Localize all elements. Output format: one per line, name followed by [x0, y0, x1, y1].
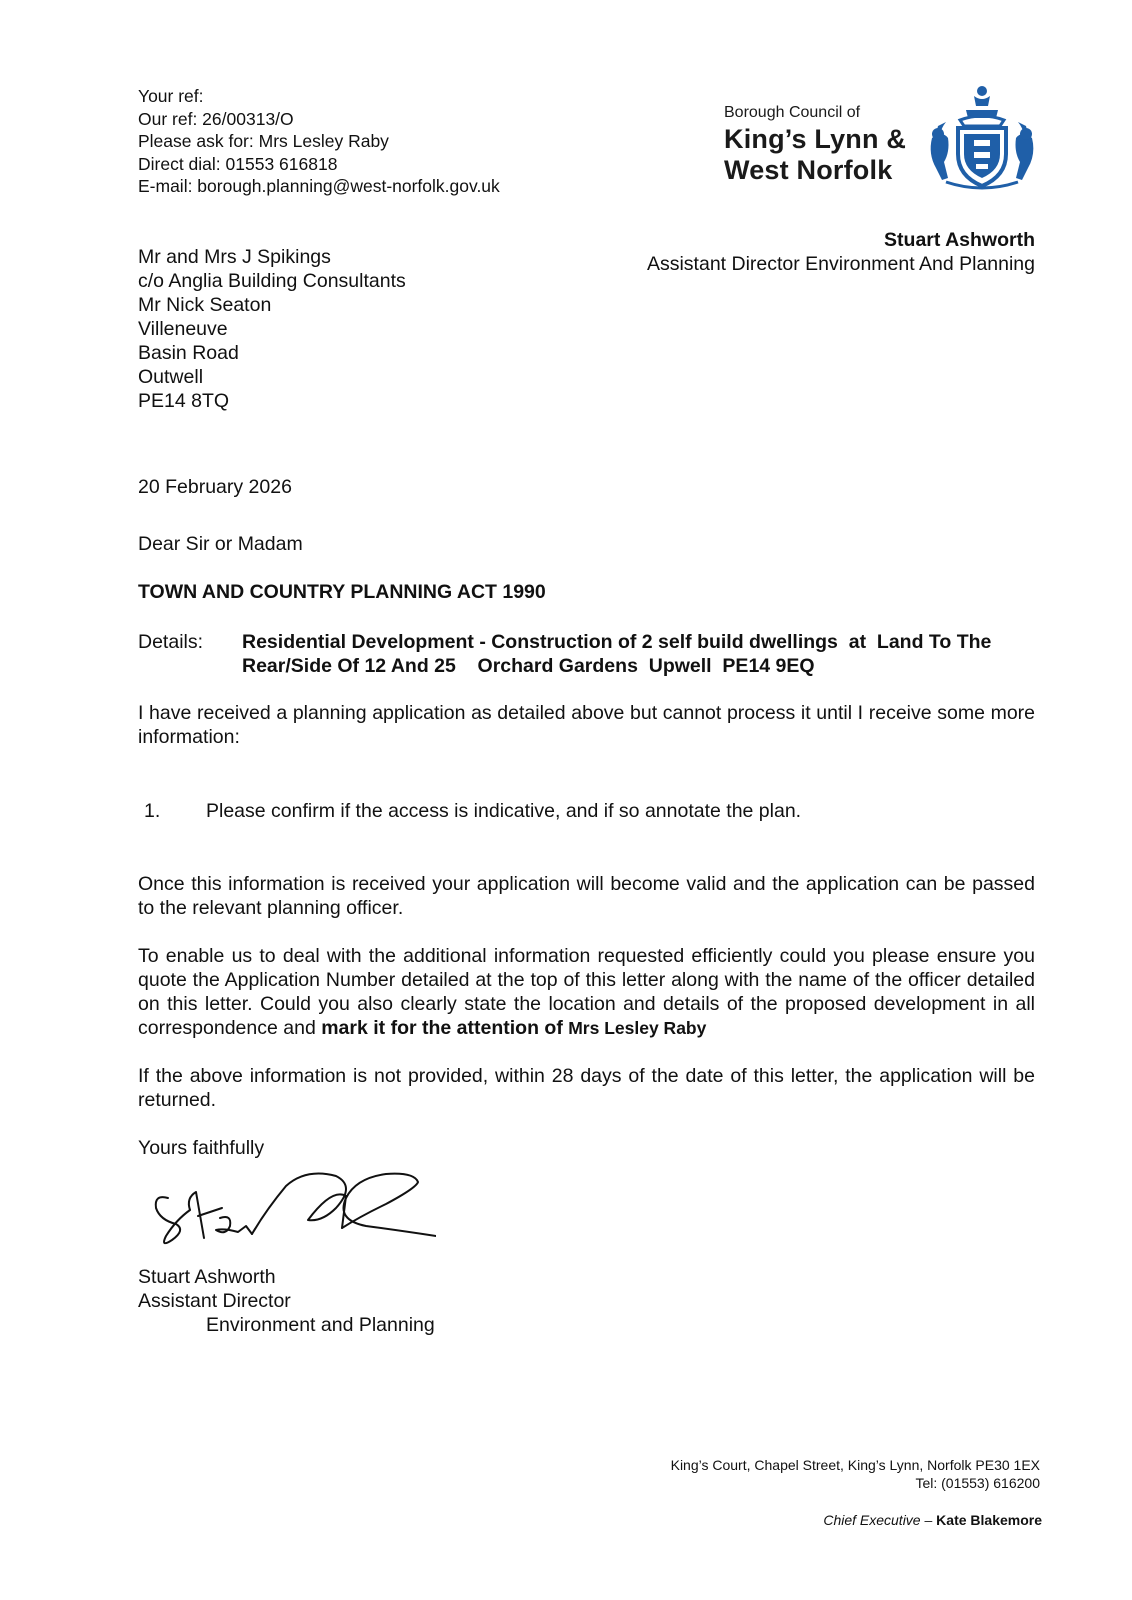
details-line-2: Rear/Side Of 12 And 25 Orchard Gardens Upwell PE14 9EQ: [242, 655, 815, 677]
address-line: PE14 8TQ: [138, 390, 230, 412]
address-line: Mr and Mrs J Spikings: [138, 246, 331, 268]
instructions-text: To enable us to deal with the additional information requested efficiently could you please ensure you quote the Application Number detailed at the top of this letter along with the name of the officer detailed on this letter. Could you also clearly state the location and details of the proposed development in all correspondence and: [138, 945, 1035, 1039]
council-crest-icon: [926, 82, 1038, 192]
signer-title: Assistant Director Environment And Planning: [646, 253, 1035, 275]
footer-tel: Tel: (01553) 616200: [915, 1475, 1040, 1491]
signer-name: Stuart Ashworth: [884, 229, 1035, 251]
footer-contact: [671, 1456, 1040, 1492]
direct-dial: Direct dial: 01553 616818: [138, 153, 338, 174]
paragraph-valid: Once this information is received your application will become valid and the application can be passed to the relevant planning officer.: [138, 873, 1035, 919]
item-number: 1.: [144, 800, 161, 822]
chief-label: Chief Executive –: [823, 1512, 937, 1528]
chief-executive: [823, 1512, 1042, 1528]
your-ref: Your ref:: [138, 86, 204, 106]
item-text: Please confirm if the access is indicative, and if so annotate the plan.: [206, 800, 802, 822]
closing: Yours faithfully: [138, 1137, 265, 1159]
signoff-title: Assistant Director: [138, 1290, 291, 1312]
footer-address: King’s Court, Chapel Street, King’s Lynn, Norfolk PE30 1EX: [670, 1457, 1040, 1473]
signoff-block: [138, 1265, 435, 1337]
letter-date: 20 February 2026: [138, 476, 292, 498]
signer-header: [647, 228, 1035, 276]
attention-name: Mrs Lesley Raby: [568, 1018, 707, 1038]
council-logo-text: [724, 102, 906, 186]
logo-line-2: King’s Lynn &: [724, 124, 907, 154]
address-line: Mr Nick Seaton: [138, 294, 272, 316]
handwritten-signature-icon: [146, 1168, 436, 1266]
details-line-1: Residential Development - Construction of 2 self build dwellings at Land To The: [242, 631, 992, 653]
act-heading: TOWN AND COUNTRY PLANNING ACT 1990: [138, 581, 546, 603]
logo-line-3: West Norfolk: [724, 155, 893, 185]
ask-for: Please ask for: Mrs Lesley Raby: [138, 131, 389, 151]
paragraph-intro: I have received a planning application as detailed above but cannot process it until I receive some more information:: [138, 702, 1035, 748]
email-address: E-mail: borough.planning@west-norfolk.gov.uk: [138, 176, 500, 196]
address-line: Outwell: [138, 366, 204, 388]
salutation: Dear Sir or Madam: [138, 533, 303, 555]
paragraph-deadline: If the above information is not provided, within 28 days of the date of this letter, the application will be returned.: [138, 1065, 1035, 1111]
logo-line-1: Borough Council of: [724, 104, 861, 121]
signoff-department: Environment and Planning: [206, 1314, 435, 1336]
chief-name: Kate Blakemore: [936, 1512, 1042, 1528]
reference-block: [138, 85, 500, 198]
our-ref: Our ref: 26/00313/O: [138, 108, 294, 129]
details-value: [242, 630, 1062, 678]
signoff-name: Stuart Ashworth: [138, 1266, 276, 1288]
details-label: Details:: [138, 631, 204, 653]
address-line: Basin Road: [138, 342, 239, 364]
attention-text: mark it for the attention of: [321, 1017, 569, 1039]
recipient-address: [138, 245, 406, 413]
paragraph-instructions: [138, 944, 1035, 1040]
address-line: c/o Anglia Building Consultants: [138, 270, 406, 292]
address-line: Villeneuve: [138, 318, 228, 340]
